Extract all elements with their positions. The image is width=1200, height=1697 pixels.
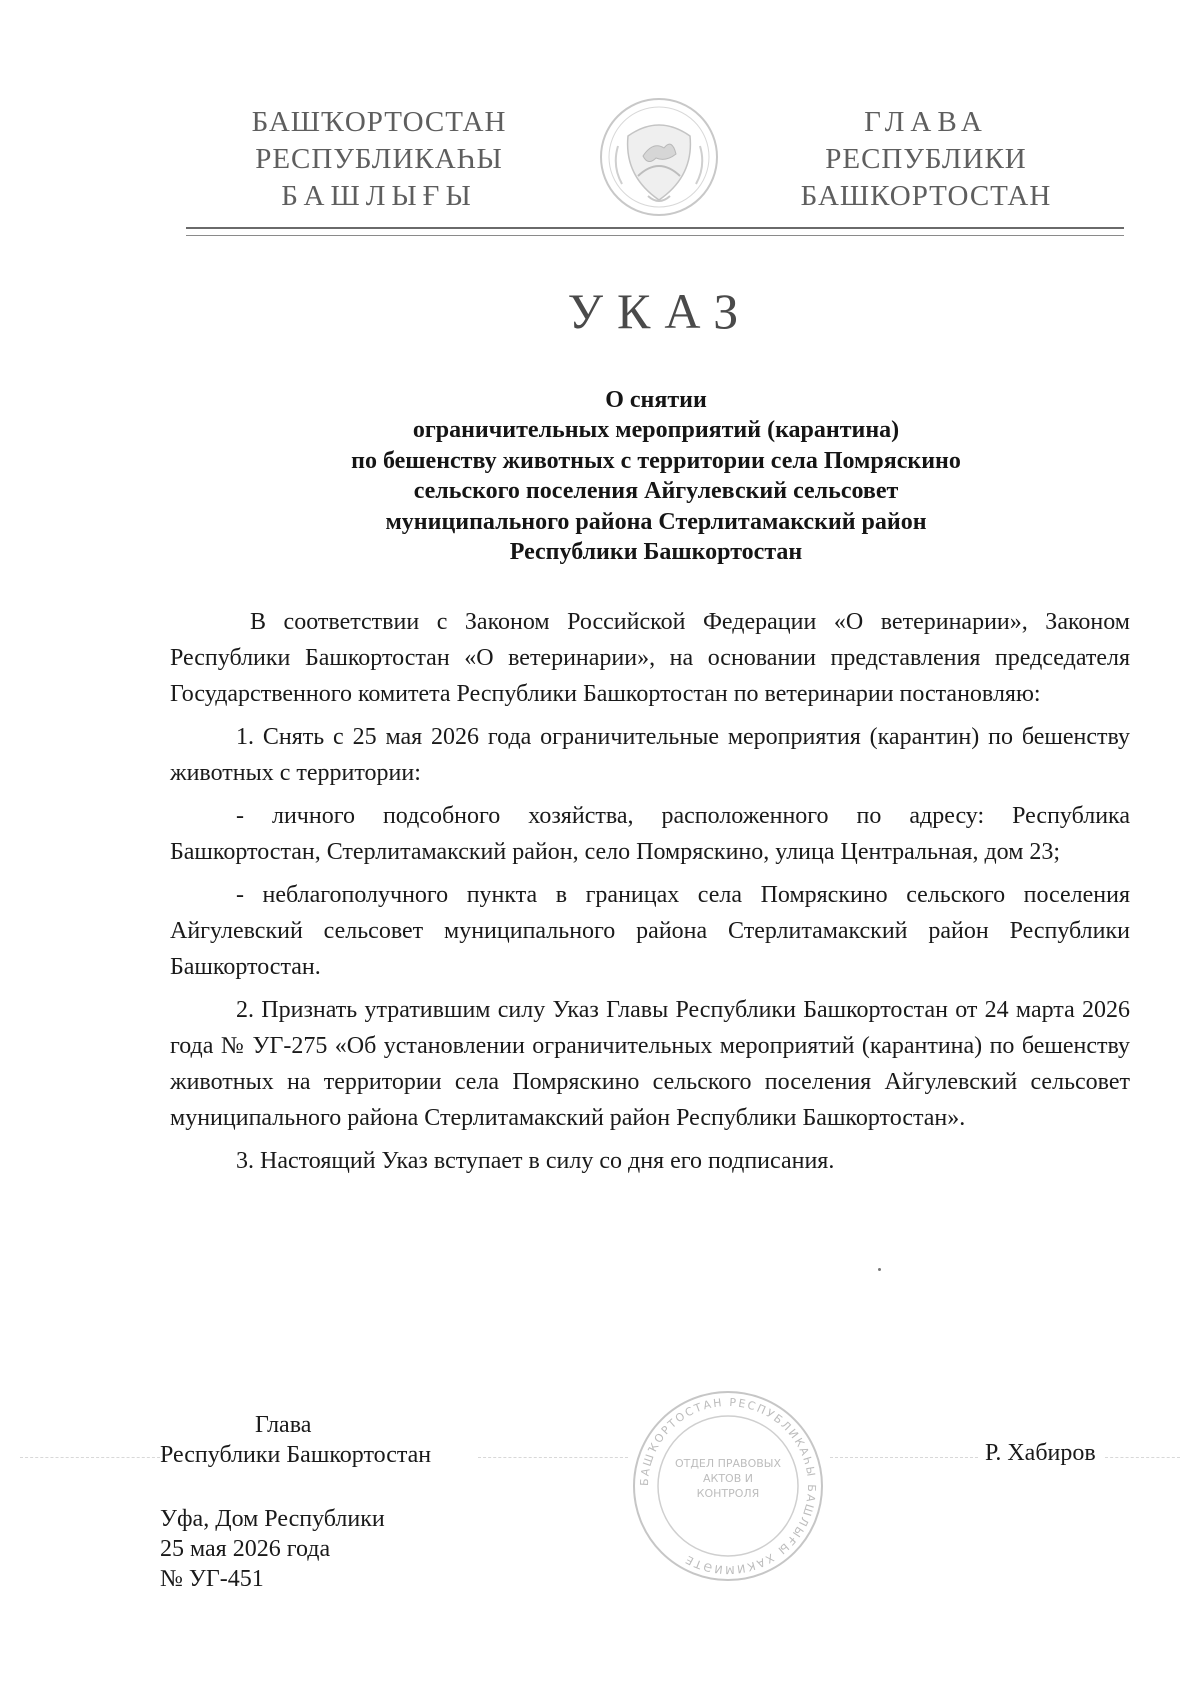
signing-place: Уфа, Дом Республики [160, 1506, 385, 1532]
clause-1-item-paragraph: - личного подсобного хозяйства, расположенного по адресу: Республика Башкортостан, Стерлитамакский район, село Помряскино, улица Центральная, дом 23; [170, 803, 1130, 865]
header-left-line-1: БАШҠОРТОСТАН [251, 106, 507, 138]
document-type-heading: УКАЗ [567, 283, 753, 339]
signatory-block [160, 1410, 431, 1594]
document-body [170, 604, 1130, 1186]
header-left-block [238, 104, 520, 215]
signing-date: 25 мая 2026 года [160, 1536, 331, 1562]
signatory-role-line-1: Глава [255, 1412, 312, 1438]
signatory-role-line-2: Республики Башкортостан [160, 1442, 432, 1468]
signatory-name: Р. Хабиров [985, 1440, 1096, 1466]
header-right-line-3: БАШКОРТОСТАН [800, 180, 1052, 212]
document-title [250, 385, 1062, 567]
scan-speck [878, 1268, 881, 1271]
title-line: ограничительных мероприятий (карантина) [412, 417, 900, 444]
header-right-block [778, 104, 1074, 215]
stamp-ring-text: БАШҠОРТОСТАН РЕСПУБЛИКАҺЫ БАШЛЫҒЫ ХАКИМИӘТЕ [637, 1395, 819, 1577]
title-line: О снятии [605, 387, 707, 413]
signature-dash-line [478, 1457, 628, 1458]
preamble-paragraph: В соответствии с Законом Российской Федерации «О ветеринарии», Законом Республики Башкортостан «О ветеринарии», на основании представления председателя Государственного комитета Республики Башкортостан по ветеринарии постановляю: [170, 609, 1130, 707]
coat-of-arms-emblem-icon [598, 96, 720, 218]
stamp-center-text: ОТДЕЛ ПРАВОВЫХ АКТОВ И КОНТРОЛЯ [674, 1457, 782, 1500]
official-stamp [630, 1388, 826, 1584]
signature-dash-line [830, 1457, 978, 1458]
clause-2-paragraph: 2. Признать утратившим силу Указ Главы Республики Башкортостан от 24 марта 2026 года № УГ-275 «Об установлении ограничительных мероприятий (карантина) по бешенству животных на территории села Помряскино сельского поселения Айгулевский сельсовет муниципального района Стерлитамакский район Республики Башкортостан». [170, 997, 1130, 1131]
header-left-line-2: РЕСПУБЛИКАҺЫ [255, 143, 503, 175]
header-divider [186, 227, 1124, 236]
clause-1-item-paragraph: - неблагополучного пункта в границах села Помряскино сельского поселения Айгулевский сельсовет муниципального района Стерлитамакский район Республики Башкортостан. [170, 882, 1130, 980]
title-line: по бешенству животных с территории села Помряскино [351, 447, 961, 474]
header-left-line-3: БАШЛЫҒЫ [281, 180, 477, 212]
signature-dash-line [1105, 1457, 1180, 1458]
clause-1-paragraph: 1. Снять с 25 мая 2026 года ограничительные мероприятия (карантин) по бешенству животных с территории: [170, 724, 1130, 786]
header-right-line-2: РЕСПУБЛИКИ [825, 143, 1027, 175]
signature-dash-line [20, 1457, 160, 1458]
clause-3-paragraph: 3. Настоящий Указ вступает в силу со дня его подписания. [236, 1148, 835, 1174]
title-line: Республики Башкортостан [509, 539, 803, 566]
title-line: муниципального района Стерлитамакский район [385, 508, 927, 535]
header-right-line-1: ГЛАВА [864, 106, 988, 138]
document-number: № УГ-451 [160, 1566, 264, 1592]
title-line: сельского поселения Айгулевский сельсовет [413, 478, 899, 505]
